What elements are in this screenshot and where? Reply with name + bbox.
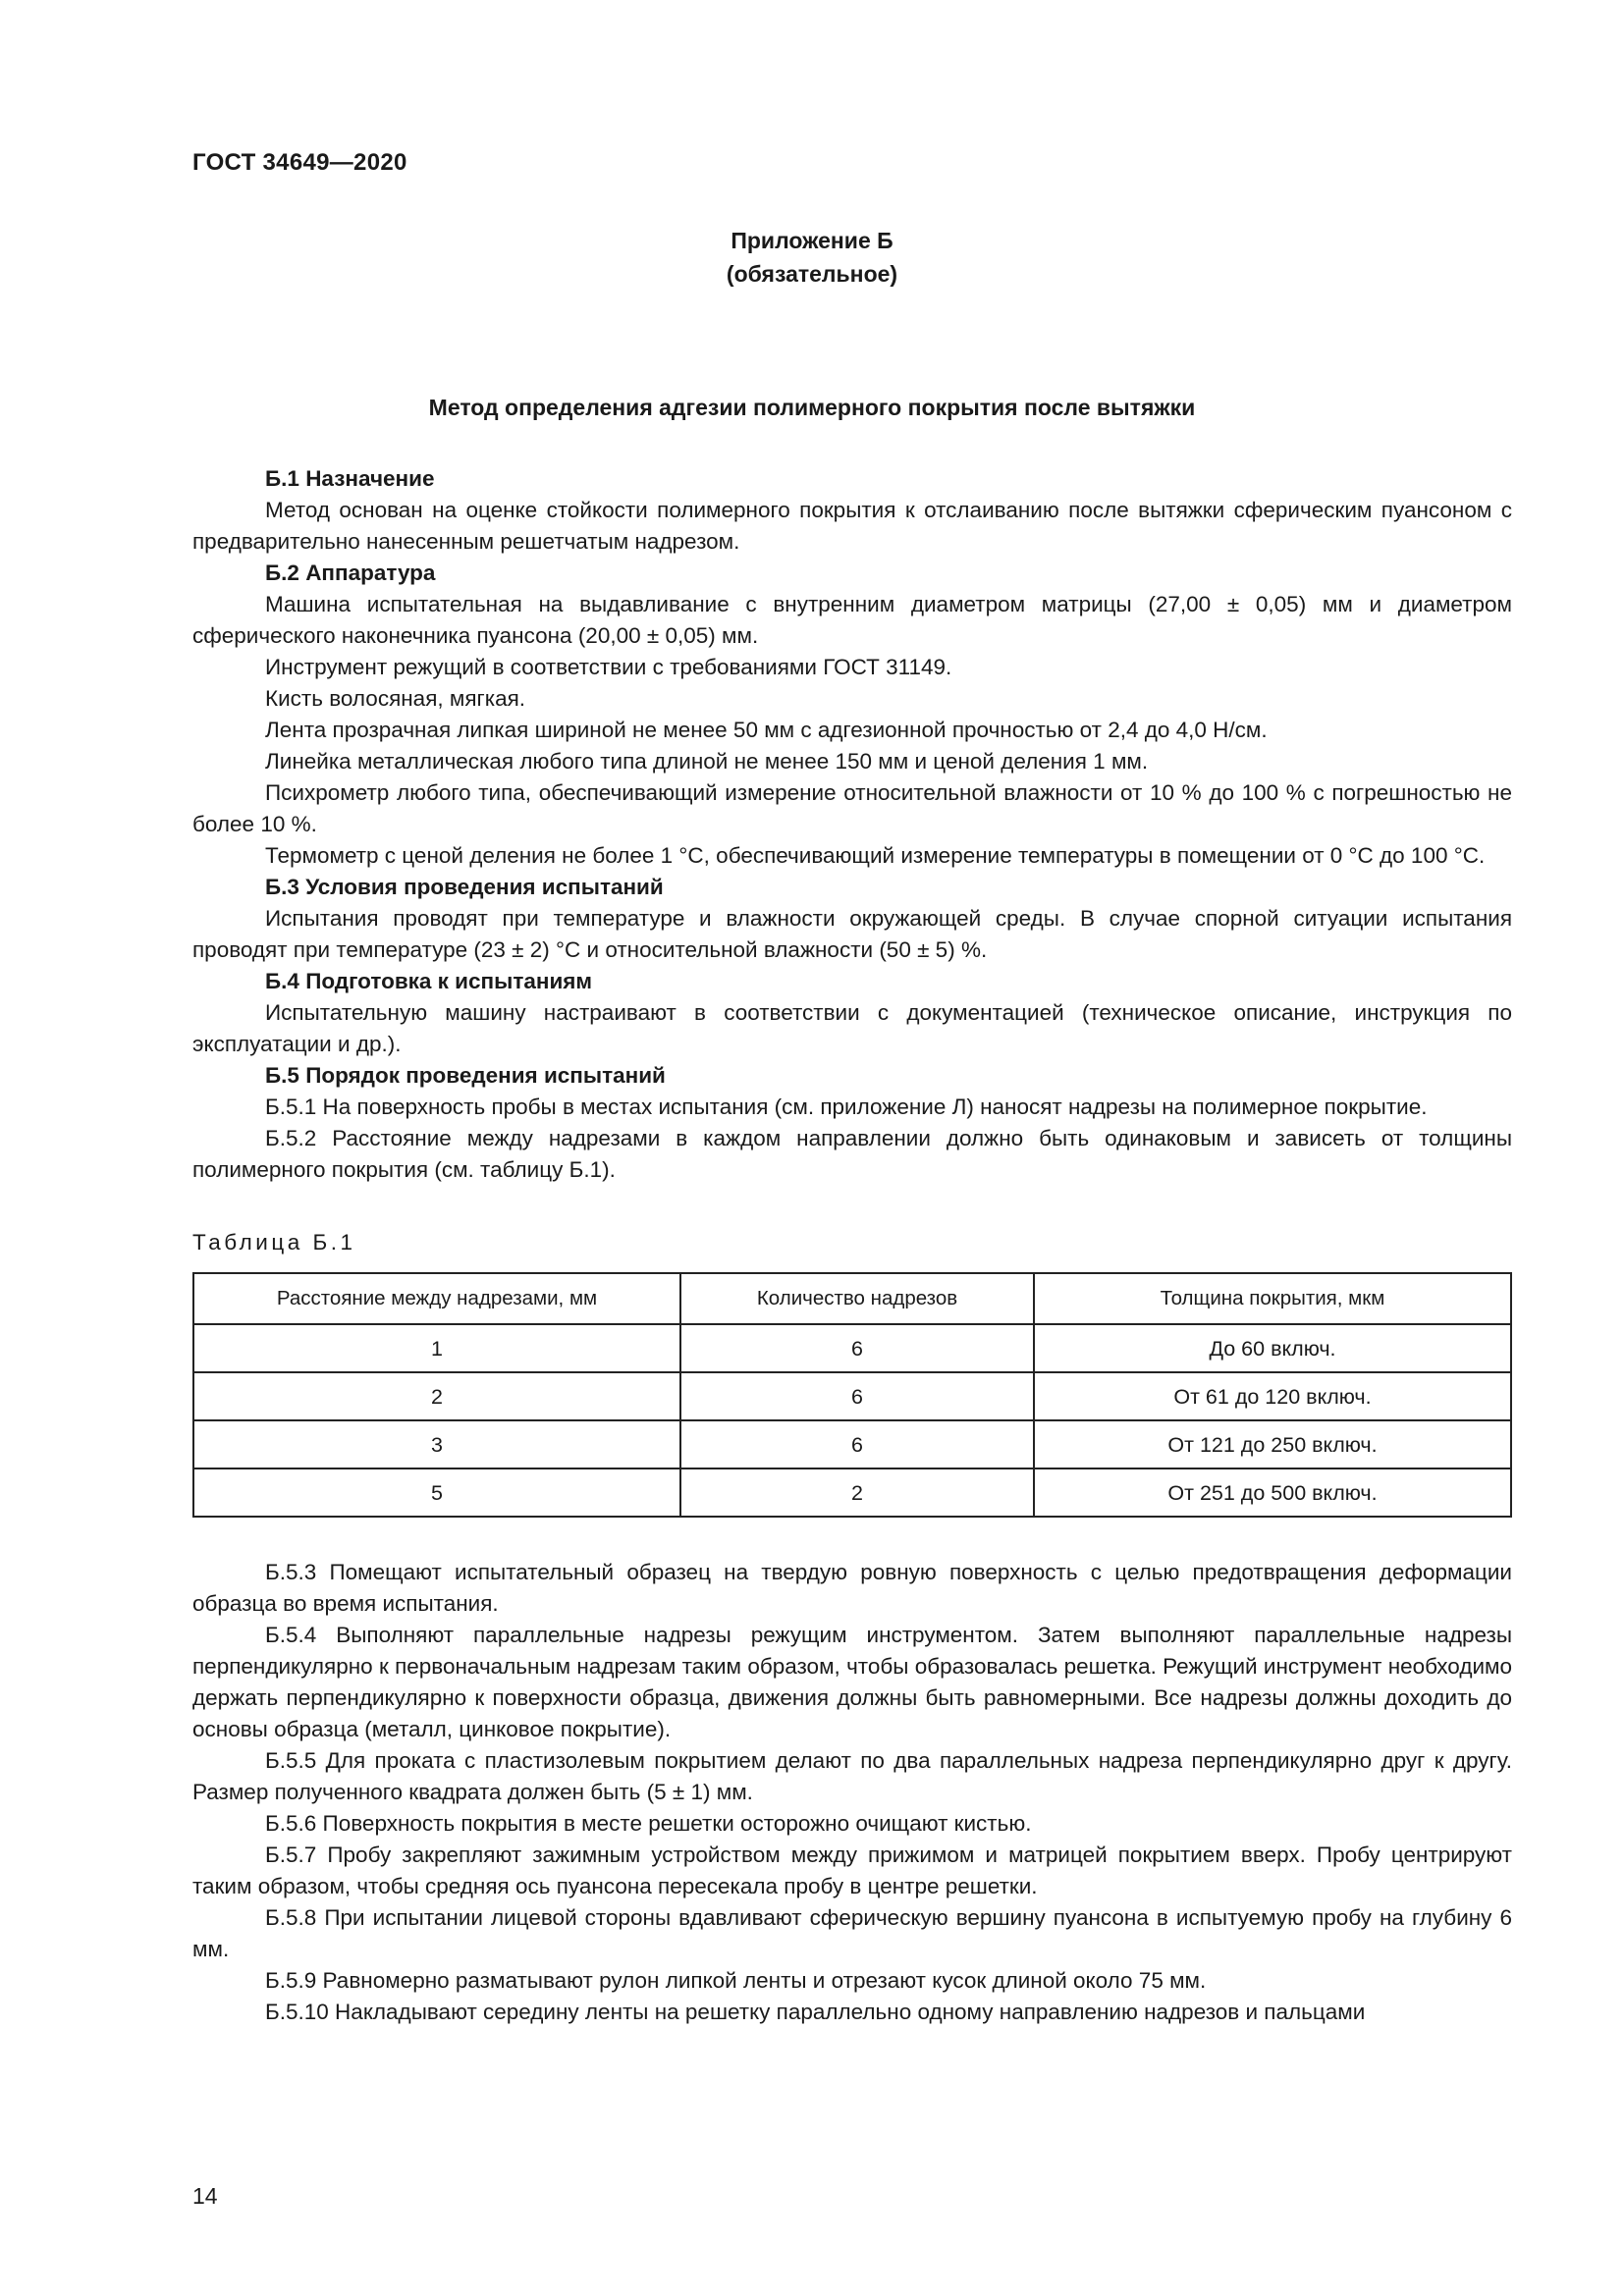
paragraph: Испытания проводят при температуре и влажности окружающей среды. В случае спорной ситуации испытания проводят при температуре (23 ± 2) °С и относительной влажности (50 ± 5) %. bbox=[192, 906, 1512, 962]
data-table bbox=[192, 1272, 1512, 1518]
table-cell: 2 bbox=[680, 1468, 1034, 1517]
paragraph: Б.5.6 Поверхность покрытия в месте решетки осторожно очищают кистью. bbox=[265, 1811, 1032, 1836]
body-before-table bbox=[192, 463, 1512, 1186]
table-header-cell: Количество надрезов bbox=[680, 1273, 1034, 1324]
page-number: 14 bbox=[192, 2183, 218, 2209]
section-heading: Б.3 Условия проведения испытаний bbox=[265, 875, 664, 899]
paragraph: Машина испытательная на выдавливание с внутренним диаметром матрицы (27,00 ± 0,05) мм и диаметром сферического наконечника пуансона (20,00 ± 0,05) мм. bbox=[192, 592, 1512, 648]
table-row bbox=[193, 1420, 1511, 1468]
section-heading: Б.2 Аппаратура bbox=[265, 561, 436, 585]
section-heading: Б.5 Порядок проведения испытаний bbox=[265, 1063, 666, 1088]
paragraph: Лента прозрачная липкая шириной не менее 50 мм с адгезионной прочностью от 2,4 до 4,0 Н/см. bbox=[265, 718, 1268, 742]
paragraph: Термометр с ценой деления не более 1 °С, обеспечивающий измерение температуры в помещении от 0 °С до 100 °С. bbox=[265, 843, 1486, 868]
table-row bbox=[193, 1468, 1511, 1517]
paragraph: Б.5.10 Накладывают середину ленты на решетку параллельно одному направлению надрезов и пальцами bbox=[265, 2000, 1366, 2024]
document-body bbox=[192, 463, 1512, 2028]
table-row bbox=[193, 1324, 1511, 1372]
section-title: Метод определения адгезии полимерного покрытия после вытяжки bbox=[428, 395, 1196, 420]
paragraph: Б.5.2 Расстояние между надрезами в каждом направлении должно быть одинаковым и зависеть от толщины полимерного покрытия (см. таблицу Б.1). bbox=[192, 1126, 1512, 1182]
paragraph: Б.5.4 Выполняют параллельные надрезы режущим инструментом. Затем выполняют параллельные надрезы перпендикулярно к первоначальным надрезам таким образом, чтобы образовалась решетка. Режущий инструмент необходимо держать перпендикулярно к поверхности образца, движения должны быть равномерными. Все надрезы должны доходить до основы образца (металл, цинковое покрытие). bbox=[192, 1623, 1512, 1741]
section-heading: Б.4 Подготовка к испытаниям bbox=[265, 969, 593, 993]
table-cell: 1 bbox=[193, 1324, 680, 1372]
table-cell: От 61 до 120 включ. bbox=[1034, 1372, 1511, 1420]
table-body bbox=[193, 1324, 1511, 1517]
standard-code: ГОСТ 34649—2020 bbox=[192, 149, 407, 176]
paragraph: Линейка металлическая любого типа длиной не менее 150 мм и ценой деления 1 мм. bbox=[265, 749, 1149, 774]
table-cell: 5 bbox=[193, 1468, 680, 1517]
paragraph: Метод основан на оценке стойкости полимерного покрытия к отслаиванию после вытяжки сферическим пуансоном с предварительно нанесенным решетчатым надрезом. bbox=[192, 498, 1512, 554]
appendix-status: (обязательное) bbox=[726, 261, 898, 287]
table-row bbox=[193, 1372, 1511, 1420]
paragraph: Б.5.7 Пробу закрепляют зажимным устройством между прижимом и матрицей покрытием вверх. Пробу центрируют таким образом, чтобы средняя ось пуансона пересекала пробу в центре решетки. bbox=[192, 1842, 1512, 1898]
table-header-row bbox=[193, 1273, 1511, 1324]
paragraph: Б.5.8 При испытании лицевой стороны вдавливают сферическую вершину пуансона в испытуемую пробу на глубину 6 мм. bbox=[192, 1905, 1512, 1961]
table-cell: До 60 включ. bbox=[1034, 1324, 1511, 1372]
table-cell: От 121 до 250 включ. bbox=[1034, 1420, 1511, 1468]
appendix-title: Приложение Б bbox=[731, 228, 893, 253]
paragraph: Психрометр любого типа, обеспечивающий измерение относительной влажности от 10 % до 100 % с погрешностью не более 10 %. bbox=[192, 780, 1512, 836]
paragraph: Б.5.9 Равномерно разматывают рулон липкой ленты и отрезают кусок длиной около 75 мм. bbox=[265, 1968, 1207, 1993]
paragraph: Б.5.3 Помещают испытательный образец на твердую ровную поверхность с целью предотвращения деформации образца во время испытания. bbox=[192, 1560, 1512, 1616]
table-cell: 6 bbox=[680, 1372, 1034, 1420]
section-heading: Б.1 Назначение bbox=[265, 466, 435, 491]
table-caption: Таблица Б.1 bbox=[192, 1230, 356, 1255]
paragraph: Инструмент режущий в соответствии с требованиями ГОСТ 31149. bbox=[265, 655, 952, 679]
table-cell: От 251 до 500 включ. bbox=[1034, 1468, 1511, 1517]
table-cell: 6 bbox=[680, 1324, 1034, 1372]
table-header-cell: Толщина покрытия, мкм bbox=[1034, 1273, 1511, 1324]
body-after-table bbox=[192, 1557, 1512, 2028]
paragraph: Б.5.1 На поверхность пробы в местах испытания (см. приложение Л) наносят надрезы на полимерное покрытие. bbox=[265, 1095, 1428, 1119]
paragraph: Кисть волосяная, мягкая. bbox=[265, 686, 526, 711]
appendix-heading bbox=[0, 224, 1624, 291]
table-header-cell: Расстояние между надрезами, мм bbox=[193, 1273, 680, 1324]
table-cell: 3 bbox=[193, 1420, 680, 1468]
paragraph: Б.5.5 Для проката с пластизолевым покрытием делают по два параллельных надреза перпендикулярно друг к другу. Размер полученного квадрата должен быть (5 ± 1) мм. bbox=[192, 1748, 1512, 1804]
paragraph: Испытательную машину настраивают в соответствии с документацией (техническое описание, инструкция по эксплуатации и др.). bbox=[192, 1000, 1512, 1056]
table-cell: 6 bbox=[680, 1420, 1034, 1468]
table-cell: 2 bbox=[193, 1372, 680, 1420]
